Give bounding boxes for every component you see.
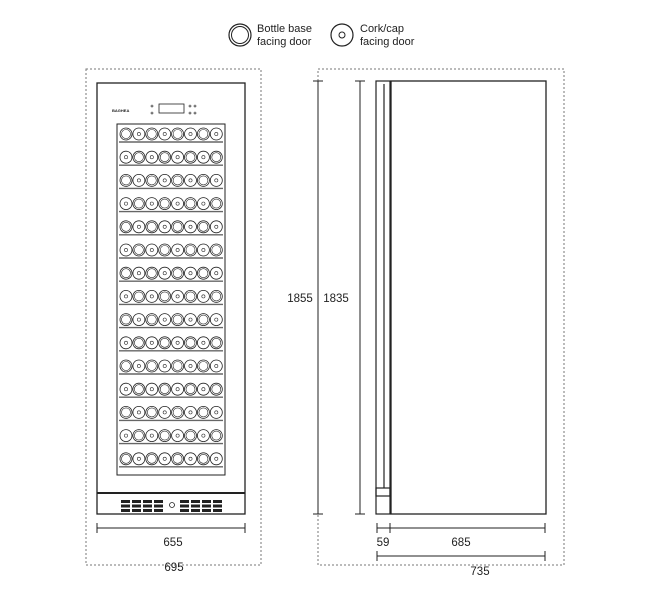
bottle-base-icon [120, 360, 132, 372]
bottle-base-icon [197, 128, 209, 140]
bottle-cork-icon [133, 128, 145, 140]
vent-slot [143, 500, 152, 503]
bottle-cork-icon [146, 430, 158, 442]
bottle-base-icon [146, 453, 158, 465]
bottle-cork-icon [172, 244, 184, 256]
bottle-base-icon [146, 406, 158, 418]
bottle-cork-icon [197, 198, 209, 210]
bottle-cork-icon [172, 430, 184, 442]
bottle-cork-icon [133, 174, 145, 186]
vent-slot [132, 509, 141, 512]
bottle-cork-icon [120, 151, 132, 163]
bottle-base-icon [197, 314, 209, 326]
bottle-cork-icon [172, 290, 184, 302]
dim-total-depth [377, 551, 545, 561]
bottle-cork-icon [185, 360, 197, 372]
bottle-cork-icon [172, 383, 184, 395]
bottle-cork-icon [146, 383, 158, 395]
bottle-cork-icon [197, 383, 209, 395]
bottle-cork-icon [210, 314, 222, 326]
dim-front-inner-width [97, 523, 245, 533]
bottle-base-icon [159, 244, 171, 256]
bottle-base-icon [159, 430, 171, 442]
bottle-cork-icon [210, 267, 222, 279]
bottle-base-icon [185, 430, 197, 442]
vent-slot [213, 509, 222, 512]
vent-slot [191, 500, 200, 503]
legend [229, 23, 415, 48]
bottle-base-icon [159, 198, 171, 210]
vent-slot [132, 500, 141, 503]
bottle-base-icon [146, 128, 158, 140]
vent-slot [121, 505, 130, 508]
legend-cork-line1: Cork/cap [360, 23, 405, 35]
vent-slot [191, 505, 200, 508]
bottle-base-icon [172, 360, 184, 372]
bottle-cork-icon [210, 221, 222, 233]
bottle-cork-icon [197, 337, 209, 349]
bottle-base-icon [159, 151, 171, 163]
bottle-cork-icon [159, 221, 171, 233]
bottle-cork-icon [197, 430, 209, 442]
dim-depth-row [377, 523, 545, 533]
bottle-base-icon [133, 290, 145, 302]
cork-cap-icon [331, 24, 353, 46]
bottle-base-icon [210, 151, 222, 163]
bottle-cork-icon [146, 151, 158, 163]
bottle-base-icon [197, 453, 209, 465]
ventilation-grille [121, 500, 222, 512]
side-cabinet-body [391, 81, 546, 514]
bottle-base-icon [159, 290, 171, 302]
vent-slot [202, 509, 211, 512]
bottle-base-icon [146, 314, 158, 326]
bottle-base-icon [146, 360, 158, 372]
bottle-base-icon [185, 151, 197, 163]
dim-label-1855: 1855 [287, 293, 313, 305]
bottle-base-icon [185, 337, 197, 349]
bottle-base-icon [133, 244, 145, 256]
vent-slot [180, 505, 189, 508]
bottle-cork-icon [185, 453, 197, 465]
front-outer-dashed-outline [86, 69, 261, 565]
bottle-cork-icon [185, 267, 197, 279]
bottle-cork-icon [159, 406, 171, 418]
bottle-base-icon [172, 267, 184, 279]
dim-label-1835: 1835 [323, 293, 349, 305]
bottle-cork-icon [185, 221, 197, 233]
bottle-cork-icon [197, 151, 209, 163]
bottle-base-icon [210, 337, 222, 349]
bottle-base-icon [197, 360, 209, 372]
bottle-base-icon [172, 128, 184, 140]
bottle-rack [119, 128, 223, 467]
bottle-cork-icon [185, 314, 197, 326]
bottle-base-icon [185, 244, 197, 256]
vent-slot [121, 509, 130, 512]
bottle-base-icon [133, 151, 145, 163]
vent-slot [132, 505, 141, 508]
legend-base-line1: Bottle base [257, 23, 313, 35]
vent-slot [202, 500, 211, 503]
bottle-cork-icon [146, 244, 158, 256]
bottle-base-icon [210, 244, 222, 256]
bottle-base-icon [197, 174, 209, 186]
vent-slot [213, 500, 222, 503]
bottle-cork-icon [146, 290, 158, 302]
bottle-base-icon [133, 337, 145, 349]
bottle-base-icon [185, 383, 197, 395]
lock-icon [170, 503, 175, 508]
bottle-base-icon [120, 221, 132, 233]
bottle-base-icon [172, 314, 184, 326]
bottle-base-icon [146, 267, 158, 279]
vent-slot [180, 500, 189, 503]
bottle-base-icon [120, 174, 132, 186]
bottle-cork-icon [133, 453, 145, 465]
bottle-cork-icon [197, 244, 209, 256]
vent-slot [202, 505, 211, 508]
bottle-cork-icon [159, 267, 171, 279]
bottle-base-icon [210, 198, 222, 210]
bottle-cork-icon [197, 290, 209, 302]
bottle-base-icon [210, 430, 222, 442]
dim-label-59: 59 [376, 537, 390, 549]
bottle-base-icon [120, 453, 132, 465]
bottle-cork-icon [210, 406, 222, 418]
display-screen [159, 104, 184, 113]
vent-slot [154, 505, 163, 508]
bottle-base-icon [197, 267, 209, 279]
bottle-cork-icon [159, 174, 171, 186]
bottle-base-icon [172, 453, 184, 465]
dim-cabinet-height [355, 81, 365, 514]
bottle-base-icon [120, 314, 132, 326]
bottle-cork-icon [120, 383, 132, 395]
bottle-cork-icon [120, 337, 132, 349]
dim-label-695: 695 [164, 562, 184, 574]
brand-logo: BAGHEA [112, 108, 130, 113]
bottle-base-icon [133, 430, 145, 442]
bottle-cork-icon [210, 453, 222, 465]
bottle-cork-icon [146, 198, 158, 210]
dim-label-735: 735 [470, 566, 490, 578]
bottle-base-icon [133, 383, 145, 395]
bottle-cork-icon [133, 221, 145, 233]
bottle-cork-icon [133, 406, 145, 418]
bottle-cork-icon [210, 128, 222, 140]
bottle-cork-icon [120, 198, 132, 210]
bottle-cork-icon [185, 128, 197, 140]
legend-cork-line2: facing door [360, 36, 415, 48]
vent-slot [154, 500, 163, 503]
vent-slot [154, 509, 163, 512]
bottle-cork-icon [210, 174, 222, 186]
bottle-base-icon [146, 174, 158, 186]
bottle-cork-icon [172, 198, 184, 210]
bottle-base-icon [172, 174, 184, 186]
bottle-base-icon [197, 406, 209, 418]
bottle-cork-icon [159, 128, 171, 140]
bottle-cork-icon [159, 314, 171, 326]
bottle-cork-icon [159, 360, 171, 372]
bottle-cork-icon [210, 360, 222, 372]
side-view [286, 69, 564, 578]
vent-slot [180, 509, 189, 512]
vent-slot [143, 505, 152, 508]
bottle-base-icon [120, 267, 132, 279]
bottle-base-icon [133, 198, 145, 210]
bottle-cork-icon [133, 314, 145, 326]
bottle-cork-icon [120, 430, 132, 442]
dim-label-685: 685 [451, 537, 471, 549]
vent-slot [143, 509, 152, 512]
bottle-cork-icon [133, 267, 145, 279]
bottle-cork-icon [120, 244, 132, 256]
bottle-cork-icon [159, 453, 171, 465]
bottle-cork-icon [185, 406, 197, 418]
bottle-base-icon [210, 383, 222, 395]
vent-slot [121, 500, 130, 503]
dim-label-655: 655 [163, 537, 183, 549]
bottle-base-icon [159, 383, 171, 395]
door-profile [376, 81, 390, 514]
bottle-base-icon [185, 198, 197, 210]
legend-base-line2: facing door [257, 36, 312, 48]
bottle-base-icon [159, 337, 171, 349]
bottle-base-icon [229, 24, 251, 46]
bottle-cork-icon [133, 360, 145, 372]
vent-slot [191, 509, 200, 512]
bottle-cork-icon [185, 174, 197, 186]
bottle-base-icon [197, 221, 209, 233]
bottle-base-icon [172, 221, 184, 233]
front-view [86, 69, 261, 574]
control-panel [151, 104, 196, 114]
bottle-base-icon [120, 128, 132, 140]
bottle-base-icon [146, 221, 158, 233]
bottle-base-icon [172, 406, 184, 418]
bottle-cork-icon [172, 151, 184, 163]
bottle-cork-icon [172, 337, 184, 349]
bottle-base-icon [185, 290, 197, 302]
bottle-cork-icon [146, 337, 158, 349]
bottle-base-icon [120, 406, 132, 418]
vent-slot [213, 505, 222, 508]
front-cabinet-body [97, 83, 245, 514]
bottle-base-icon [210, 290, 222, 302]
side-outer-dashed-outline [318, 69, 564, 565]
bottle-cork-icon [120, 290, 132, 302]
